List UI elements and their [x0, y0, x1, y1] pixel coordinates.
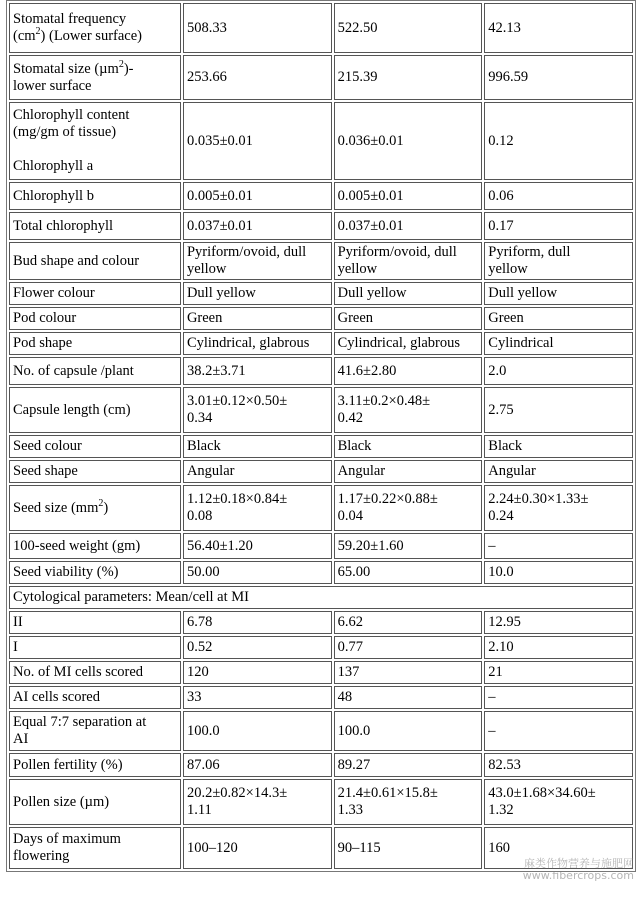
table-row — [9, 242, 633, 280]
row-label: No. of capsule /plant — [9, 357, 181, 385]
value-cell: 10.0 — [484, 561, 633, 584]
table-row — [9, 686, 633, 709]
row-label: Seed colour — [9, 435, 181, 458]
label-line: flowering — [13, 848, 70, 864]
table-row — [9, 636, 633, 659]
row-label: Pod colour — [9, 307, 181, 330]
value-cell: 0.12 — [484, 102, 633, 180]
value-line: 1.17±0.22×0.88± — [337, 491, 438, 507]
table-row — [9, 533, 633, 559]
row-label: Seed shape — [9, 460, 181, 483]
value-cell: Angular — [484, 460, 633, 483]
value-line: 0.42 — [337, 410, 363, 426]
value-cell: 59.20±1.60 — [334, 533, 483, 559]
value-cell: Cylindrical, glabrous — [334, 332, 483, 355]
value-cell — [183, 485, 332, 531]
label-line: Chlorophyll content — [13, 107, 130, 123]
value-line: 0.08 — [186, 508, 213, 524]
row-label: Pollen fertility (%) — [9, 753, 181, 777]
value-cell: 100.0 — [334, 711, 483, 751]
value-cell — [484, 485, 633, 531]
value-cell: Dull yellow — [484, 282, 633, 305]
value-cell: 253.66 — [183, 55, 332, 100]
label-line: Stomatal frequency — [13, 11, 127, 27]
value-cell: 0.035±0.01 — [183, 102, 332, 180]
value-cell: 215.39 — [334, 55, 483, 100]
row-label — [9, 711, 181, 751]
value-cell: Cylindrical, glabrous — [183, 332, 332, 355]
row-label: Pod shape — [9, 332, 181, 355]
label-line: lower surface — [13, 77, 92, 94]
value-cell: Black — [484, 435, 633, 458]
table-row — [9, 611, 633, 634]
table-row — [9, 460, 633, 483]
value-line: 43.0±1.68×34.60± — [488, 785, 596, 801]
value-cell: 48 — [334, 686, 483, 709]
table-row — [9, 182, 633, 210]
table-row — [9, 357, 633, 385]
value-cell: 65.00 — [334, 561, 483, 584]
row-label — [9, 3, 181, 53]
row-label: Total chlorophyll — [9, 212, 181, 240]
value-cell: 0.77 — [334, 636, 483, 659]
value-line: 1.12±0.18×0.84± — [186, 491, 288, 507]
table-row — [9, 3, 633, 53]
data-table — [6, 0, 636, 872]
value-cell: 0.06 — [484, 182, 633, 210]
table-row — [9, 561, 633, 584]
value-cell: Dull yellow — [183, 282, 332, 305]
value-cell — [334, 485, 483, 531]
section-heading: Cytological parameters: Mean/cell at MI — [9, 586, 633, 609]
value-line: yellow — [488, 261, 528, 277]
value-cell: – — [484, 686, 633, 709]
value-cell: 2.0 — [484, 357, 633, 385]
value-cell: 21 — [484, 661, 633, 684]
label-line: AI — [13, 731, 29, 747]
value-cell: Angular — [183, 460, 332, 483]
value-cell: 56.40±1.20 — [183, 533, 332, 559]
table-row — [9, 102, 633, 180]
value-cell: Black — [334, 435, 483, 458]
value-line: yellow — [337, 261, 378, 277]
row-label: Flower colour — [9, 282, 181, 305]
value-cell: 38.2±3.71 — [183, 357, 332, 385]
value-line: 20.2±0.82×14.3± — [186, 785, 288, 801]
value-cell — [334, 242, 483, 280]
value-cell: 0.005±0.01 — [334, 182, 483, 210]
value-cell: 0.52 — [183, 636, 332, 659]
value-cell: 12.95 — [484, 611, 633, 634]
value-cell: 100–120 — [183, 827, 332, 869]
label-line: $(cm^2)$ (Lower surface) — [13, 26, 142, 44]
label-line: (mg/gm of tissue) — [13, 124, 117, 140]
value-cell — [183, 242, 332, 280]
value-cell: Black — [183, 435, 332, 458]
value-cell: 82.53 — [484, 753, 633, 777]
value-cell: – — [484, 711, 633, 751]
value-line: yellow — [186, 261, 227, 277]
row-label: 100-seed weight (gm) — [9, 533, 181, 559]
value-cell: 89.27 — [334, 753, 483, 777]
watermark — [523, 858, 634, 882]
row-label: Seed viability (%) — [9, 561, 181, 584]
value-cell: Dull yellow — [334, 282, 483, 305]
value-cell: Green — [334, 307, 483, 330]
table-row — [9, 282, 633, 305]
row-label — [9, 55, 181, 100]
table-row — [9, 212, 633, 240]
row-label: Pollen size (µm) — [9, 779, 181, 825]
table-row — [9, 435, 633, 458]
value-line: 0.24 — [488, 508, 514, 524]
label-line: Stomatal size (µm$^2$)- — [13, 58, 134, 77]
value-cell: 41.6±2.80 — [334, 357, 483, 385]
value-cell: 0.036±0.01 — [334, 102, 483, 180]
value-cell: 87.06 — [183, 753, 332, 777]
value-cell: Green — [484, 307, 633, 330]
value-cell — [183, 387, 332, 433]
watermark-line: www.fibercrops.com — [522, 869, 634, 882]
table-row — [9, 485, 633, 531]
label-line: Equal 7:7 separation at — [13, 714, 147, 730]
value-line: 1.11 — [186, 802, 212, 818]
value-line: Pyriform/ovoid, dull — [337, 244, 457, 260]
value-line: 21.4±0.61×15.8± — [337, 785, 438, 801]
value-cell — [334, 387, 483, 433]
value-cell: 6.62 — [334, 611, 483, 634]
value-cell: 0.17 — [484, 212, 633, 240]
value-cell: 2.75 — [484, 387, 633, 433]
value-cell: 2.10 — [484, 636, 633, 659]
value-cell: 0.037±0.01 — [334, 212, 483, 240]
value-cell — [334, 779, 483, 825]
value-cell: 137 — [334, 661, 483, 684]
value-cell — [484, 779, 633, 825]
row-label — [9, 102, 181, 180]
row-label: I — [9, 636, 181, 659]
label-line: Chlorophyll a — [13, 158, 94, 174]
value-line: 1.33 — [337, 802, 363, 818]
value-cell: 508.33 — [183, 3, 332, 53]
table-row — [9, 661, 633, 684]
value-cell: 50.00 — [183, 561, 332, 584]
value-cell: 996.59 — [484, 55, 633, 100]
value-line: 0.34 — [186, 410, 213, 426]
row-label: Capsule length (cm) — [9, 387, 181, 433]
watermark-line: 麻类作物营养与施肥网 — [524, 857, 634, 870]
table-row — [9, 307, 633, 330]
value-cell: Angular — [334, 460, 483, 483]
table-row — [9, 711, 633, 751]
value-cell: 160 — [484, 827, 633, 869]
value-line: 1.32 — [488, 802, 514, 818]
value-cell: 522.50 — [334, 3, 483, 53]
value-line: Pyriform/ovoid, dull — [186, 244, 307, 260]
value-line: 2.24±0.30×1.33± — [488, 491, 589, 507]
row-label: AI cells scored — [9, 686, 181, 709]
row-label: II — [9, 611, 181, 634]
row-label: Chlorophyll b — [9, 182, 181, 210]
value-cell: 120 — [183, 661, 332, 684]
value-cell — [183, 779, 332, 825]
value-cell: 0.005±0.01 — [183, 182, 332, 210]
row-label: Bud shape and colour — [9, 242, 181, 280]
value-cell: 0.037±0.01 — [183, 212, 332, 240]
value-cell: 100.0 — [183, 711, 332, 751]
value-cell: 42.13 — [484, 3, 633, 53]
table-row — [9, 387, 633, 433]
table-row — [9, 753, 633, 777]
value-cell — [484, 242, 633, 280]
value-cell: – — [484, 533, 633, 559]
row-label: Seed size $(mm^2)$ — [9, 485, 181, 531]
value-line: 3.11±0.2×0.48± — [337, 393, 431, 409]
row-label — [9, 827, 181, 869]
row-label: No. of MI cells scored — [9, 661, 181, 684]
table-row — [9, 55, 633, 100]
label-line: Days of maximum — [13, 831, 121, 847]
value-line: 0.04 — [337, 508, 363, 524]
value-line: Pyriform, dull — [488, 244, 571, 260]
value-cell: Green — [183, 307, 332, 330]
table-row — [9, 332, 633, 355]
value-cell: 33 — [183, 686, 332, 709]
value-cell: 90–115 — [334, 827, 483, 869]
section-row — [9, 586, 633, 609]
value-cell: Cylindrical — [484, 332, 633, 355]
table-row — [9, 779, 633, 825]
value-line: 3.01±0.12×0.50± — [186, 393, 288, 409]
value-cell: 6.78 — [183, 611, 332, 634]
